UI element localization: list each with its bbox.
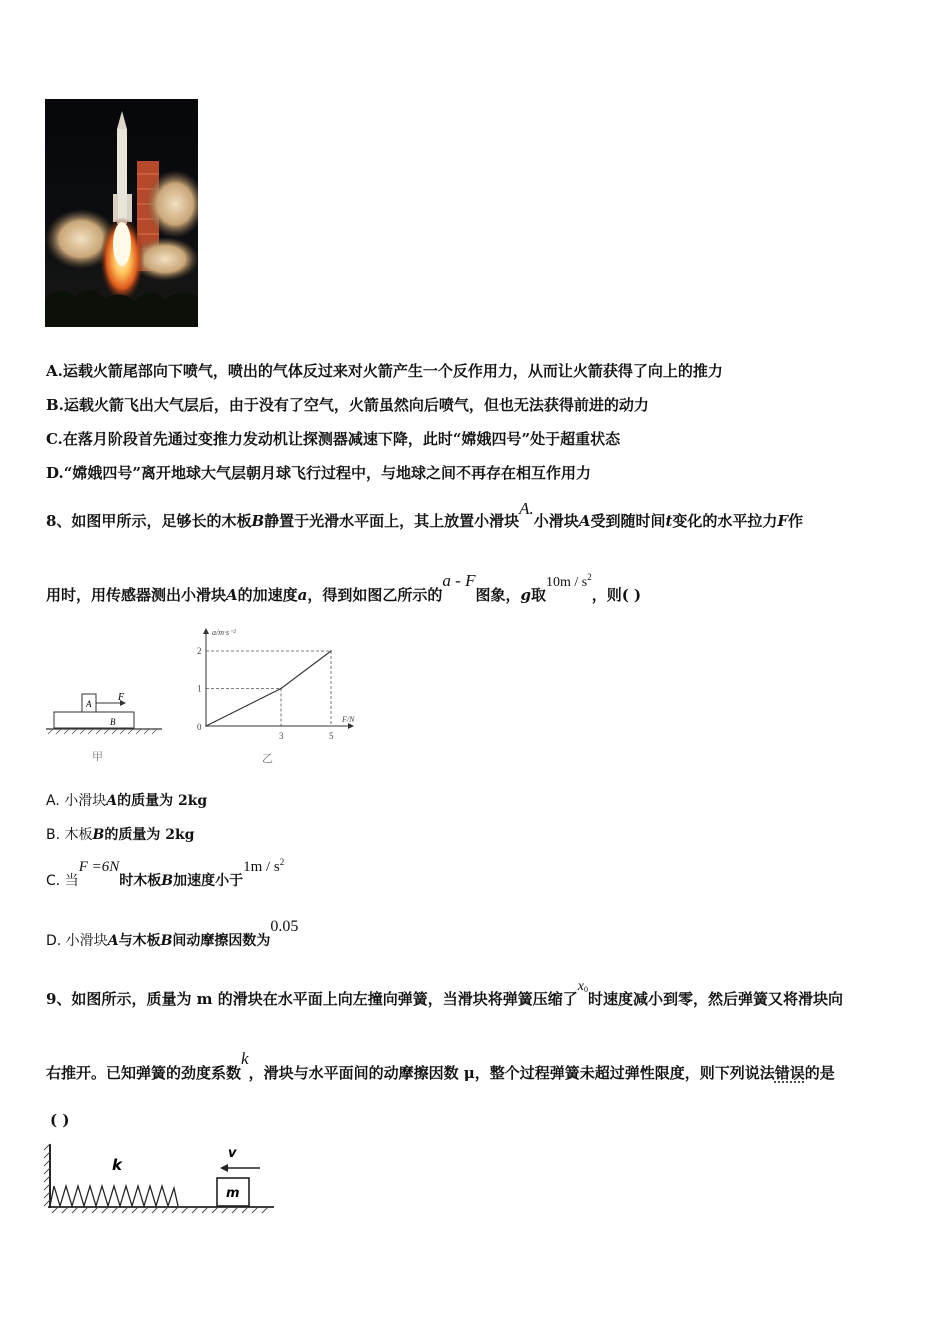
q8-option-text: B. 木板 — [46, 827, 93, 843]
a-f-expression: a - F — [442, 571, 476, 590]
var-b: B — [92, 827, 105, 843]
q8-text: 静置于光滑水平面上，其上放置小滑块 — [264, 512, 520, 530]
q8-option-text: C. 当 — [46, 873, 79, 889]
q8-option-text: 与木板 — [118, 933, 161, 949]
accel-value — [243, 859, 284, 875]
g-exponent: 2 — [587, 572, 592, 582]
rocket-launch-image — [45, 99, 198, 327]
spring-label-k: k — [112, 1156, 122, 1174]
q9-text: 右推开。已知弹簧的劲度系数 — [46, 1064, 242, 1082]
q8-option-d — [46, 918, 299, 950]
velocity-label-v: v — [228, 1146, 237, 1161]
q8-text: 8、如图甲所示，足够长的木板 — [46, 512, 252, 530]
data-point — [280, 688, 282, 690]
var-a: A — [578, 512, 591, 530]
velocity-arrow-head — [220, 1164, 228, 1172]
q7-option-a: A.运载火箭尾部向下喷气，喷出的气体反过来对火箭产生一个反作用力，从而让火箭获得了向上的推力 — [46, 362, 723, 380]
accel-value-text: 1m / s — [243, 859, 280, 875]
q8-text: 受到随时间 — [590, 512, 666, 530]
floor-hatching — [52, 1207, 268, 1213]
math-a: A. — [519, 499, 534, 518]
q8-stem-line2 — [46, 571, 642, 605]
block-label-m: m — [226, 1186, 240, 1201]
q8-text: 取 — [530, 586, 546, 604]
data-point — [205, 725, 207, 727]
accel-exponent: 2 — [279, 857, 285, 867]
x0-subscript: 0 — [583, 985, 588, 994]
var-g: g — [520, 586, 531, 604]
var-a: A — [106, 793, 118, 809]
q8-option-c — [46, 857, 285, 890]
x-tick-label: 5 — [329, 731, 334, 741]
q8-option-a — [46, 790, 207, 810]
caption-yi: 乙 — [262, 752, 273, 765]
q8-option-text: 间动摩擦因数为 — [172, 933, 271, 949]
var-accel: a — [297, 586, 308, 604]
q7-option-b: B.运载火箭飞出大气层后，由于没有了空气，火箭虽然向后喷气，但也无法获得前进的动力 — [46, 396, 649, 414]
var-a: A — [226, 586, 238, 604]
var-a: A — [107, 933, 119, 949]
q7-option-d: D.“嫦娥四号”离开地球大气层朝月球飞行过程中，与地球之间不再存在相互作用力 — [46, 464, 591, 482]
var-b: B — [161, 873, 174, 889]
g-value-text: 10m / s — [546, 575, 588, 590]
q8-diagram-jia — [44, 660, 174, 765]
q8-option-text: D. 小滑块 — [46, 933, 108, 949]
var-t: t — [665, 512, 673, 530]
friction-value: 0.05 — [270, 918, 299, 935]
x0-symbol — [578, 979, 588, 994]
ground-hatching — [48, 729, 157, 734]
y-tick-label: 1 — [197, 683, 202, 694]
chart-labels — [197, 628, 355, 741]
q9-text: 的是 — [804, 1064, 835, 1082]
var-b: B — [251, 512, 265, 530]
var-f: F — [777, 512, 789, 530]
x0-letter: x — [577, 979, 584, 994]
emphasis-wrong: 错误 — [774, 1064, 805, 1082]
q9-text: 时速度减小到零，然后弹簧又将滑块向 — [587, 990, 843, 1008]
label-f: F — [118, 692, 125, 703]
q8-option-text: 时木板 — [119, 873, 162, 889]
q8-text: 小滑块 — [533, 512, 579, 530]
x-tick-label: 3 — [279, 731, 284, 741]
q8-text: 变化的水平拉力 — [672, 512, 778, 530]
y-axis-label: a/m·s⁻² — [212, 628, 236, 637]
x-axis-label: F/N — [342, 715, 355, 724]
q9-answer-paren: ( ) — [50, 1111, 70, 1129]
chart-guides — [206, 651, 331, 726]
spring-constant-k: k — [241, 1049, 249, 1068]
g-value — [546, 572, 592, 590]
label-a: A — [86, 699, 92, 709]
q8-chart-yi — [190, 622, 360, 767]
q7-option-c: C.在落月阶段首先通过变推力发动机让探测器减速下降，此时“嫦娥四号”处于超重状态 — [46, 430, 621, 448]
caption-jia: 甲 — [92, 750, 103, 763]
q9-spring-diagram — [44, 1140, 279, 1220]
q8-option-text: 的质量为 2kg — [117, 793, 208, 809]
q8-option-text: 的质量为 2kg — [104, 827, 195, 843]
y-axis-arrow — [203, 628, 209, 634]
label-b: B — [110, 717, 116, 727]
rocket-launch-photo — [45, 99, 198, 327]
q9-stem-line1 — [46, 979, 843, 1009]
q9-text: ，滑块与水平面间的动摩擦因数 μ，整个过程弹簧未超过弹性限度，则下列说法 — [248, 1064, 775, 1082]
var-b: B — [160, 933, 173, 949]
q8-option-text: 加速度小于 — [173, 873, 244, 889]
q8-text: 的加速度 — [237, 586, 298, 604]
board-b — [54, 712, 134, 728]
q8-text: ，则( ) — [591, 586, 642, 604]
q8-option-text: A. 小滑块 — [46, 793, 107, 809]
data-point — [330, 650, 332, 652]
q8-text: ，得到如图乙所示的 — [307, 586, 443, 604]
f-equals-6n: F =6N — [78, 859, 120, 875]
q9-text: 9、如图所示，质量为 m 的滑块在水平面上向左撞向弹簧，当滑块将弹簧压缩了 — [46, 990, 578, 1008]
q8-option-b — [46, 824, 194, 844]
q8-text: 用时，用传感器测出小滑块 — [46, 586, 227, 604]
q8-text: 图象， — [475, 586, 521, 604]
q8-stem-line1 — [46, 499, 804, 531]
q8-text: 作 — [788, 512, 804, 530]
q9-stem-line2 — [46, 1049, 835, 1083]
origin-label: 0 — [197, 722, 202, 732]
spring-coil — [50, 1186, 178, 1206]
y-tick-label: 2 — [197, 646, 202, 656]
